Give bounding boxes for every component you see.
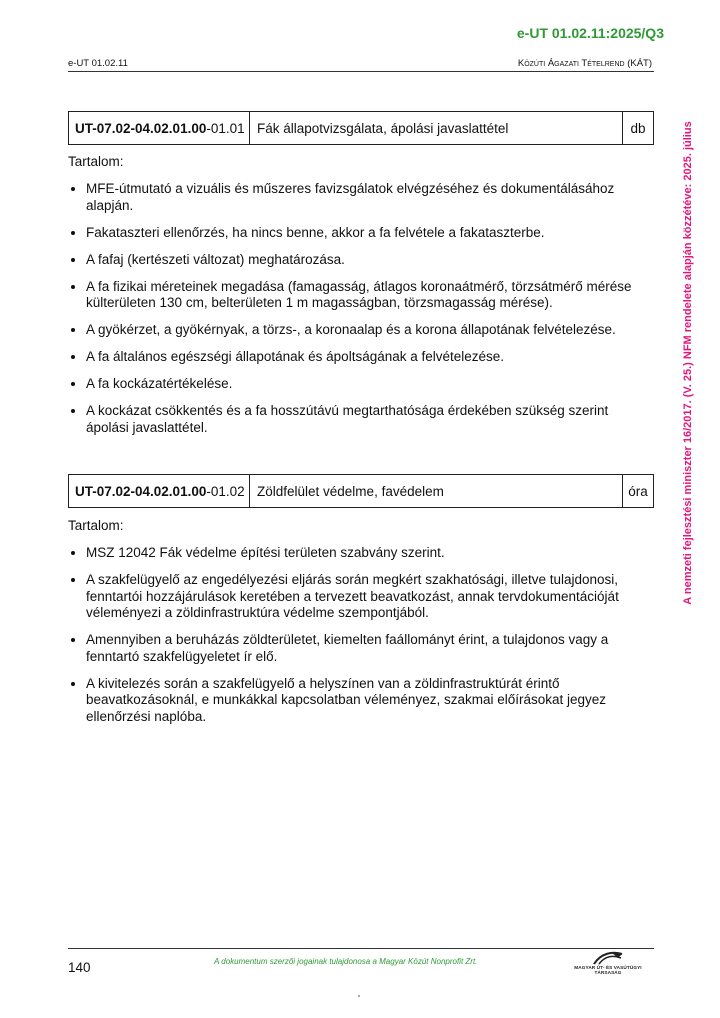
logo-text: MAGYAR ÚT- ÉS VASÚTÜGYI TÁRSASÁG (574, 965, 642, 975)
list-item: A fafaj (kertészeti változat) meghatározása. (68, 252, 648, 269)
page-number: 140 (68, 960, 91, 975)
list-item: A gyökérzet, a gyökérnyak, a törzs-, a koronaalap és a korona állapotának felvételezése. (68, 322, 648, 339)
bullet-list-2 (68, 545, 648, 736)
company-logo (563, 950, 653, 975)
copyright-notice: A dokumentum szerzői jogainak tulajdonosa a Magyar Közút Nonprofit Zrt. (214, 957, 478, 966)
header-right: Közúti Ágazati Tételrend (KÁT) (517, 58, 652, 69)
list-item: A kockázat csökkentés és a fa hosszútávú megtarthatósága érdekében szükség szerint ápolási javaslattétel. (68, 403, 648, 436)
item-title-cell: Zöldfelület védelme, favédelem (250, 475, 623, 507)
item-title-cell: Fák állapotvizsgálata, ápolási javaslattétel (250, 112, 623, 144)
item-unit-cell: óra (628, 483, 648, 499)
list-item: Amennyiben a beruházás zöldterületet, kiemelten faállományt érint, a tulajdonos vagy a fenntartó szakfelügyeletet ír elő. (68, 632, 648, 665)
footer-rule (68, 948, 654, 949)
item-code-cell (69, 475, 250, 507)
item-code-cell (69, 112, 250, 144)
item-code-suffix: -01.01 (206, 120, 245, 136)
header-left: e-UT 01.02.11 (68, 58, 128, 69)
content-label: Tartalom: (68, 518, 124, 533)
list-item: A fa fizikai méreteinek megadása (famagasság, átlagos koronaátmérő, törzsátmérő mérése külterületen 130 cm, belterületen 1 m magasságban, törzsmagasság mérése). (68, 279, 648, 312)
list-item: A kivitelezés során a szakfelügyelő a helyszínen van a zöldinfrastruktúrát érintő beavatkozásoknál, e munkákkal kapcsolatban véleményez, szakmai előírásokat jegyez ellenőrzési naplóba. (68, 676, 648, 726)
list-item: A fa kockázatértékelése. (68, 376, 648, 393)
logo-emblem-icon (593, 950, 623, 965)
side-publication-note (678, 98, 698, 628)
bullet-list-1 (68, 181, 648, 447)
content-label: Tartalom: (68, 154, 124, 169)
document-code: e-UT 01.02.11:2025/Q3 (516, 25, 664, 41)
item-code-suffix: -01.02 (206, 483, 245, 499)
item-code-main: UT-07.02-04.02.01.00 (75, 120, 207, 136)
list-item: Fakataszteri ellenőrzés, ha nincs benne, akkor a fa felvétele a fakataszterbe. (68, 225, 648, 242)
side-publication-text: A nemzeti fejlesztési miniszter 16/2017. (V. 25.) NFM rendelete alapján közzétéve: 2025. július (682, 121, 694, 605)
list-item: MSZ 12042 Fák védelme építési területen szabvány szerint. (68, 545, 648, 562)
item-code-main: UT-07.02-04.02.01.00 (75, 483, 207, 499)
list-item: A fa általános egészségi állapotának és ápoltságának a felvételezése. (68, 349, 648, 366)
item-unit-cell: db (630, 120, 646, 136)
stray-mark (358, 995, 360, 997)
list-item: A szakfelügyelő az engedélyezési eljárás során megkért szakhatósági, illetve tulajdonosi, fenntartói hozzájárulások keretében a tervezett beavatkozást, annak tervdokumentációját véleményezi a zöldinfrastruktúra védelme szempontjából. (68, 572, 648, 622)
header-rule (68, 71, 654, 72)
list-item: MFE-útmutató a vizuális és műszeres favizsgálatok elvégzéséhez és dokumentálásához alapján. (68, 181, 648, 214)
item-table-2 (68, 474, 654, 508)
item-table-1 (68, 111, 654, 145)
